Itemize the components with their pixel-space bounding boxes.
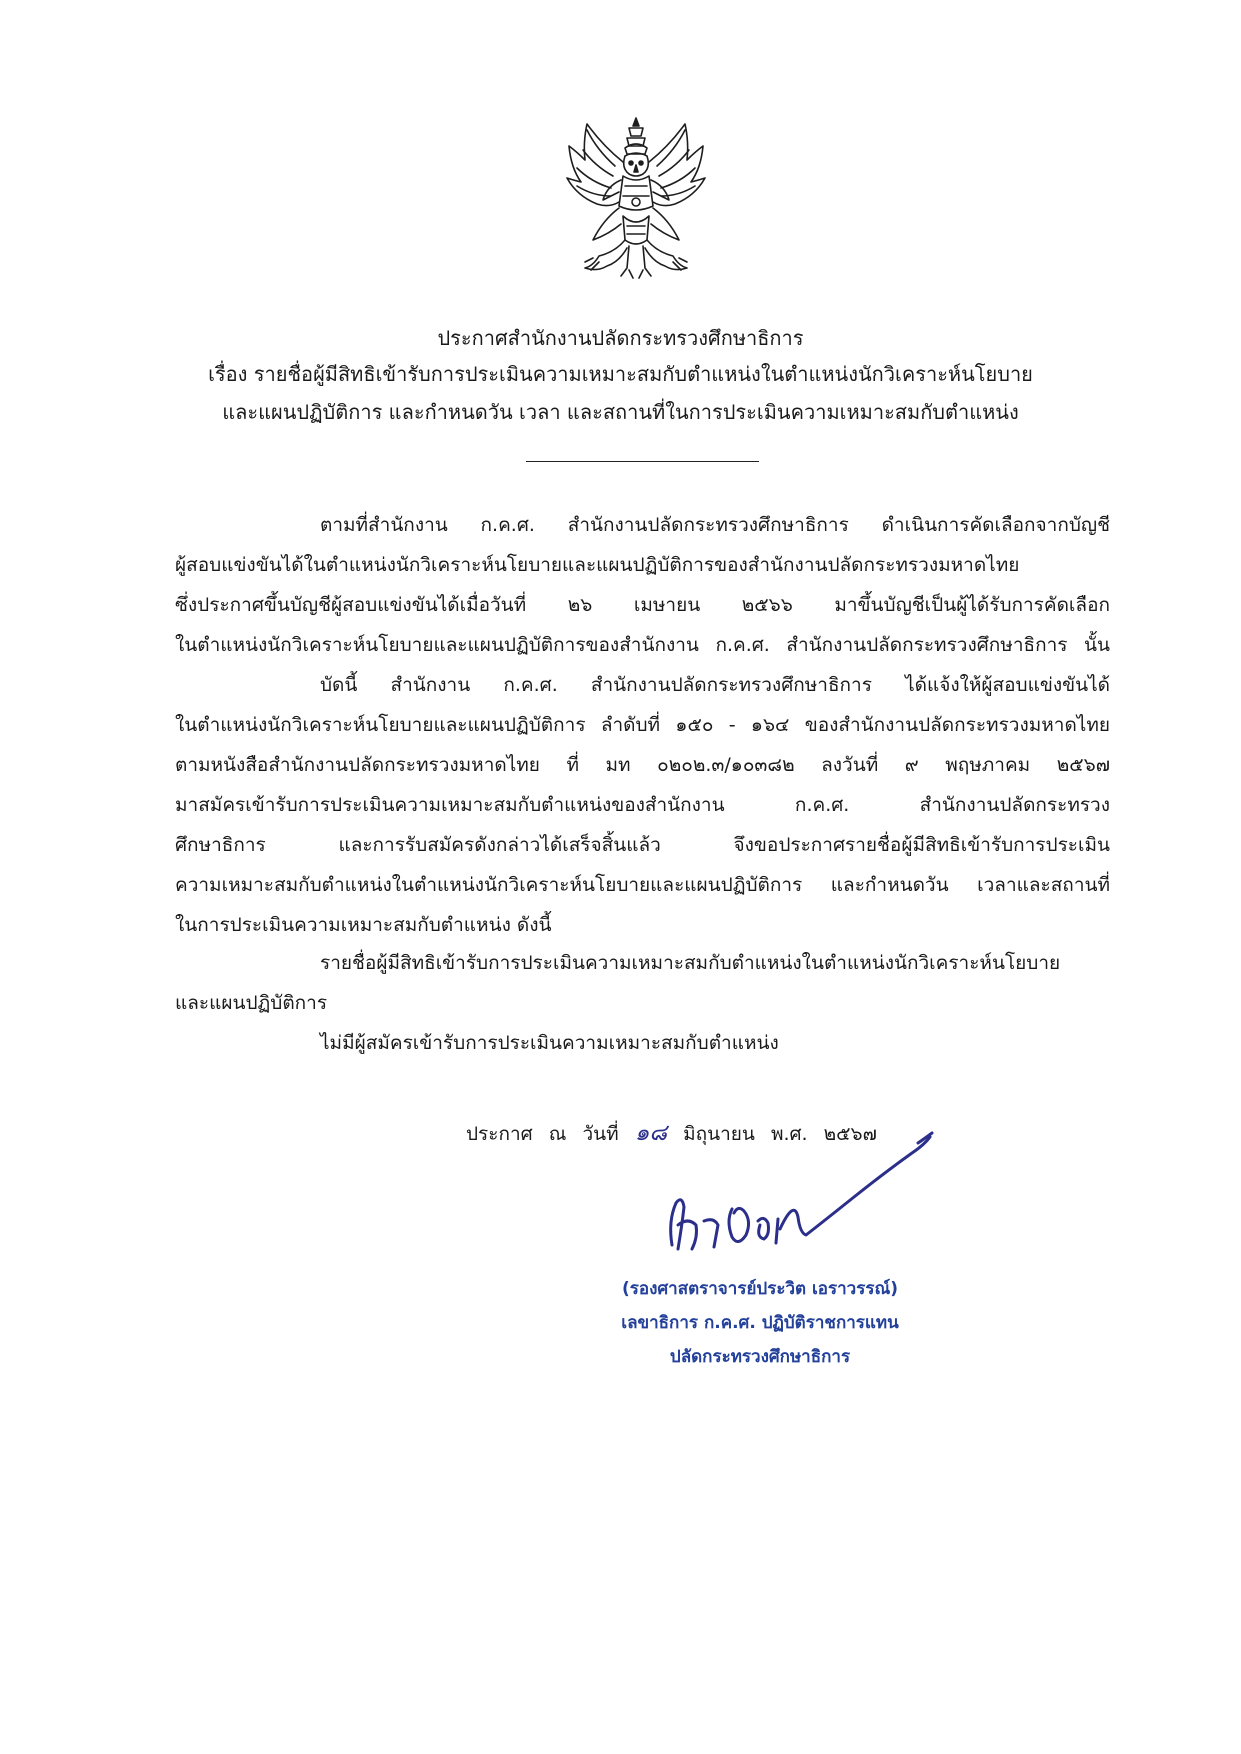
paragraph-line: ในการประเมินความเหมาะสมกับตำแหน่ง ดังนี้ (175, 914, 552, 936)
signer-title-1: เลขาธิการ ก.ค.ศ. ปฏิบัติราชการแทน (621, 1313, 899, 1333)
paragraph-line: ผู้สอบแข่งขันได้ในตำแหน่งนักวิเคราะห์นโยบายและแผนปฏิบัติการของสำนักงานปลัดกระทรวงมหาดไทย (175, 554, 1020, 576)
paragraph-line: ในตำแหน่งนักวิเคราะห์นโยบายและแผนปฏิบัติการของสำนักงาน ก.ค.ศ. สำนักงานปลัดกระทรวงศึกษาธิการ นั้น (175, 634, 1110, 656)
paragraph-line: ตามหนังสือสำนักงานปลัดกระทรวงมหาดไทย ที่ มท ๐๒๐๒.๓/๑๐๓๘๒ ลงวันที่ ๙ พฤษภาคม ๒๕๖๗ (175, 754, 1110, 776)
date-month: มิถุนายน (683, 1123, 755, 1145)
garuda-emblem-icon (563, 116, 709, 280)
paragraph-line: ศึกษาธิการ และการรับสมัครดังกล่าวได้เสร็จสิ้นแล้ว จึงขอประกาศรายชื่อผู้มีสิทธิเข้ารับการประเมิน (175, 834, 1110, 856)
signer-name: (รองศาสตราจารย์ประวิต เอราวรรณ์) (621, 1279, 899, 1299)
paragraph-1 (175, 505, 1110, 665)
handwritten-signature-icon (648, 1125, 948, 1265)
paragraph-line: ตามที่สำนักงาน ก.ค.ศ. สำนักงานปลัดกระทรวงศึกษาธิการ ดำเนินการคัดเลือกจากบัญชี (320, 514, 1110, 536)
paragraph-line: รายชื่อผู้มีสิทธิเข้ารับการประเมินความเหมาะสมกับตำแหน่งในตำแหน่งนักวิเคราะห์นโยบาย (320, 952, 1061, 974)
date-year: ๒๕๖๗ (823, 1123, 877, 1145)
date-prefix: ประกาศ (466, 1123, 533, 1145)
date-at: ณ (548, 1123, 567, 1145)
paragraph-3 (175, 943, 1110, 1023)
signer-title-2: ปลัดกระทรวงศึกษาธิการ (669, 1347, 851, 1367)
paragraph-line: ไม่มีผู้สมัครเข้ารับการประเมินความเหมาะสมกับตำแหน่ง (320, 1032, 779, 1054)
date-day-handwritten: ๑๘ (634, 1120, 668, 1146)
paragraph-line: ความเหมาะสมกับตำแหน่งในตำแหน่งนักวิเคราะห์นโยบายและแผนปฏิบัติการ และกำหนดวัน เวลาและสถานที่ (175, 874, 1110, 896)
date-year-label: พ.ศ. (770, 1123, 808, 1145)
subject-line-1: เรื่อง รายชื่อผู้มีสิทธิเข้ารับการประเมินความเหมาะสมกับตำแหน่งในตำแหน่งนักวิเคราะห์นโยบาย (208, 362, 1033, 386)
title-divider (526, 461, 759, 462)
paragraph-line: ซึ่งประกาศขึ้นบัญชีผู้สอบแข่งขันได้เมื่อวันที่ ๒๖ เมษายน ๒๕๖๖ มาขึ้นบัญชีเป็นผู้ได้รับการคัดเลือก (175, 594, 1110, 616)
date-day-label: วันที่ (582, 1123, 619, 1145)
paragraph-4 (175, 1023, 1110, 1063)
paragraph-line: มาสมัครเข้ารับการประเมินความเหมาะสมกับตำแหน่งของสำนักงาน ก.ค.ศ. สำนักงานปลัดกระทรวง (175, 794, 1110, 816)
paragraph-2 (175, 665, 1110, 945)
paragraph-line: และแผนปฏิบัติการ (175, 992, 328, 1014)
paragraph-line: ในตำแหน่งนักวิเคราะห์นโยบายและแผนปฏิบัติการ ลำดับที่ ๑๕๐ - ๑๖๔ ของสำนักงานปลัดกระทรวงมหาดไทย (175, 714, 1110, 736)
subject-line-2: และแผนปฏิบัติการ และกำหนดวัน เวลา และสถานที่ในการประเมินความเหมาะสมกับตำแหน่ง (222, 400, 1019, 424)
announcement-title: ประกาศสำนักงานปลัดกระทรวงศึกษาธิการ (437, 326, 804, 350)
paragraph-line: บัดนี้ สำนักงาน ก.ค.ศ. สำนักงานปลัดกระทรวงศึกษาธิการ ได้แจ้งให้ผู้สอบแข่งขันได้ (320, 674, 1110, 696)
